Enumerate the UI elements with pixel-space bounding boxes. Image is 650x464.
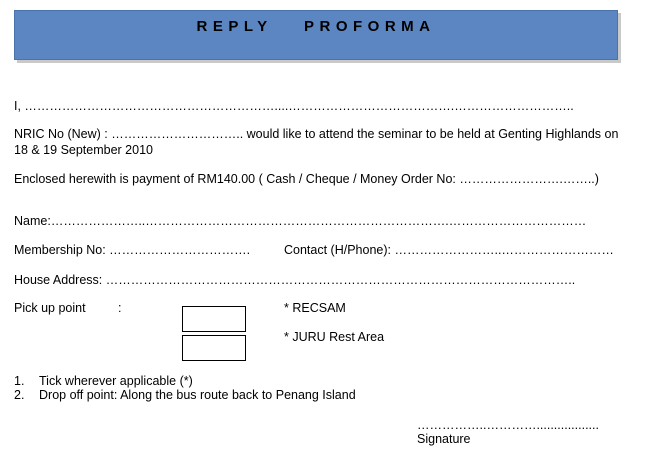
nric-line: NRIC No (New) : ………………………….. would like to attend the seminar to be held at Genting Highlands on: [14, 127, 619, 141]
note-text: Tick wherever applicable (*): [39, 374, 193, 388]
name-field: Name:…………………..……………………………………………………………….……………………………: [14, 214, 587, 228]
note-text: Drop off point: Along the bus route back to Penang Island: [39, 388, 356, 402]
pickup-checkbox-recsam[interactable]: [182, 306, 246, 332]
contact-field: Contact (H/Phone): ……………………..………………………: [284, 243, 614, 257]
payment-line: Enclosed herewith is payment of RM140.00 ( Cash / Cheque / Money Order No: …………………….……..): [14, 172, 599, 186]
seminar-date: 18 & 19 September 2010: [14, 143, 153, 157]
pickup-checkbox-juru[interactable]: [182, 335, 246, 361]
pickup-label: Pick up point: [14, 301, 86, 315]
pickup-option-juru: * JURU Rest Area: [284, 330, 385, 344]
page-title: REPLY PROFORMA: [196, 18, 436, 35]
address-field: House Address: …………………………………………………………………………………………………..: [14, 273, 576, 287]
pickup-option-recsam: * RECSAM: [284, 301, 346, 315]
declarant-name-line: I, ……………………………………………………....………………………………….………………………..: [14, 99, 574, 113]
note-number: 2.: [14, 388, 25, 402]
signature-line: ……………..…………..................: [417, 418, 599, 432]
pickup-colon: :: [118, 301, 122, 315]
membership-field: Membership No: …………………………….: [14, 243, 251, 257]
note-number: 1.: [14, 374, 25, 388]
header-banner: [14, 10, 618, 60]
signature-label: Signature: [417, 432, 471, 446]
